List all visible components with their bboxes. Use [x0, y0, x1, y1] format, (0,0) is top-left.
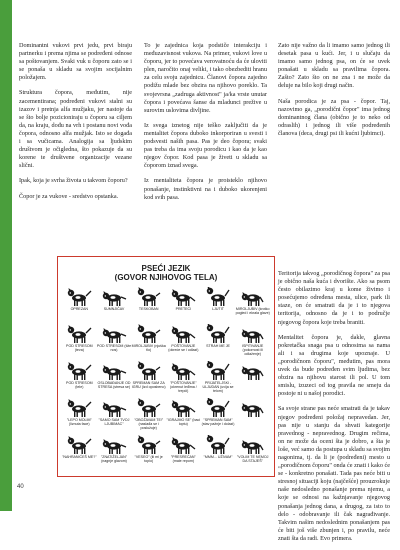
pose-caption: MIROLJUBIV (njuška tlo) — [131, 344, 166, 353]
pose-cell — [201, 287, 236, 324]
pose-caption: OSLOBAĐANJE OD STRESA (stresa se) — [97, 381, 131, 390]
pose-row — [62, 287, 270, 324]
pose-caption: "IGRAJMO SE" (baci loptu) — [166, 418, 201, 427]
pose-caption: "VESEO" (ili mi je toplo) — [134, 455, 163, 464]
pose-cell — [131, 435, 166, 472]
pose-grid — [62, 287, 270, 472]
page-number: 40 — [17, 484, 24, 490]
paragraph: Ipak, koja je svrha života u takvom čoporu? — [19, 177, 128, 185]
paragraph: Iz mentaliteta čopora je proisteklo njihovo ponašanje, instinktivni na i duboko ukorenjeni kod svih pasa. — [144, 177, 267, 201]
dog-pose-icon — [205, 435, 231, 455]
pose-caption: PRIJATELJSKI - ULJUDAN (uvija se telom) — [202, 381, 234, 394]
dog-pose-icon — [205, 287, 231, 307]
dog-pose-icon — [240, 324, 266, 344]
paragraph: Čopor je za vukove - sredstvo opstanka. — [19, 192, 119, 200]
pose-caption: POD STRESOM (tiže nos) — [96, 344, 132, 353]
paragraph: Teritorija takvog „porodičnog čopora" za psa je obično naša kuća i dvorište. Ako sa psom često obilazimo kraj u kome živimo i posećujemo određena mesta, ulice, park ili staze, on će smatrati da je i to njegova teritorija, odnosno da je i to područje njegovog čopora koje treba braniti. — [278, 270, 390, 326]
paragraph: Naša porodica je za psa - čopor. Taj, nazovimo ga, „porodični čopor" ima jednog dominantnog člana (obično je to neko od odraslih) i jednog ili više podređenih članova (deca, drugi psi ili kućni ljubimci). — [278, 97, 390, 137]
dog-pose-icon — [240, 361, 266, 381]
dog-pose-icon — [136, 361, 162, 381]
dog-pose-icon — [170, 361, 196, 381]
pose-caption: SPREMAN SAM ZA IGRU (izd oposbeno) — [131, 381, 166, 390]
pose-cell — [166, 361, 201, 398]
dog-pose-icon — [66, 398, 92, 418]
pose-caption: "OBOŽAVAM TE!" (naslađa se i poslužuje) — [134, 418, 164, 431]
paragraph: To je zajednica koja podstiče interakciju i međuzavisnost vukova. Na primer, vukovi love u čoporu, jer to povećava verovatnoću da će uloviti plen, naročito onaj veliki, i tako obezbediti hranu za celu svoju zajednicu. Članovi čopora zajedno podižu mlade bez obzira na njihovo poreklo. Ta svojevrsna „zadruga aktivnost" ja/ka vrste unutar čopora i povećava šanse da mladunci prežive u surovim uslovima divljine. — [144, 42, 267, 114]
pose-caption: ISPITIVANJE (pokornost ili odlaženje) — [242, 344, 264, 357]
pose-caption: SUMNJIČAV — [103, 307, 125, 311]
pose-caption: STRAH ME JE — [206, 344, 230, 348]
pose-cell — [201, 361, 236, 398]
pose-cell — [166, 287, 201, 324]
pose-cell — [62, 435, 97, 472]
pose-caption: POD STRESOM (teva) — [66, 344, 93, 353]
dog-pose-icon — [101, 287, 127, 307]
pose-caption: "MMM... UŽIVAM" — [203, 455, 233, 459]
dog-pose-icon — [170, 324, 196, 344]
dog-pose-icon — [205, 361, 231, 381]
pose-caption: "SAMO SAM TVOJ LJUBIMAC" — [98, 418, 130, 427]
pose-caption: TESKOBAN — [138, 307, 159, 311]
dog-pose-icon — [240, 435, 266, 455]
pose-caption: LJUTIT — [212, 307, 224, 311]
dog-pose-icon — [170, 435, 196, 455]
panel-title-main: PSEĆI JEZIK — [141, 264, 191, 273]
pose-row — [62, 361, 270, 398]
pose-cell — [62, 287, 97, 324]
pose-cell — [166, 324, 201, 361]
pose-cell — [235, 287, 270, 324]
dog-pose-icon — [240, 287, 266, 307]
pose-cell — [97, 435, 132, 472]
pose-cell — [235, 398, 270, 435]
dog-pose-icon — [101, 398, 127, 418]
pose-cell — [201, 398, 236, 435]
pose-cell — [131, 361, 166, 398]
pose-cell — [131, 398, 166, 435]
pose-cell — [235, 324, 270, 361]
dog-pose-icon — [136, 324, 162, 344]
pose-caption: "ZNATIŽELJAN" (nagnje glavom) — [100, 455, 128, 464]
pose-row — [62, 324, 270, 361]
pose-caption: "VOLIM TE NEMOJ DA STAJEŠ" — [236, 455, 269, 464]
dog-pose-icon — [205, 398, 231, 418]
pose-caption: POŠTOVANJE (okreće se i odlazi) — [168, 344, 199, 353]
pose-caption: "PRESREĆAN" (male repom) — [170, 455, 196, 464]
pose-caption: PRETEĆI — [175, 307, 192, 311]
pose-caption: POD STRESOM (tele) — [66, 381, 93, 390]
dog-pose-icon — [170, 398, 196, 418]
paragraph: Zato nije važno da li imamo samo jednog ili desetak pasa u kući. Jer, i u slučaju da imamo samo jednog psa, on će se uvek ponašati u skladu sa pravilima čopora. Zašto? Zato što on ne zna i ne može da deluje na bilo koji drugi način. — [278, 42, 390, 90]
pose-caption: "POŠTOVANJE" (okrenut leđima / trepći) — [169, 381, 197, 394]
pose-caption: "LEPO MOLIM" (liznuta face) — [66, 418, 92, 427]
pose-cell — [235, 361, 270, 398]
pose-cell — [235, 435, 270, 472]
pose-caption: MIROLJUBIV (krotko pogled i ekrala glave) — [235, 307, 270, 316]
dog-pose-icon — [136, 398, 162, 418]
pose-cell — [97, 361, 132, 398]
pose-row — [62, 435, 270, 472]
paragraph: Dominantni vukovi prvi jedu, prvi biraju partnerku i prema njima se podređeni odnose sa poštovanjem. Svaki vuk u čoporu zato se i se ponaša u skladu sa svojim socijalnim položajem. — [19, 42, 132, 82]
paragraph: Sa svoje strane pas neće smatrati da je takav njegov podređeni položaj nepravedan. Jer, pas nije u stanju da shvati kategorije pravednog - nepravednog. Drugim rečima, on ne može da oceni šta je dobro, a šta je loše, već samo da postupa u skladu sa svojim nagonima, tj. da li je (podređeni) mesto u „porodičnom čoporu" onda će znati i kako će se - konkretno ponašati. Tada pas neće biti u stresnoj situaciji koju (najčešće) prouzrokuje naše nedosledno ponašanje prema njemu, a koje se odnosi na kažnjavanje njegovog ponašanja jednog dana, a drugog, za isto to delo - odobravanje ili čak nagrađivanje. Takvim našim nedoslednim ponašanjem pas će biti još više zbunjen i, po pravilu, neće znati šta da radi. Evo primera. — [278, 405, 390, 542]
pose-cell — [166, 398, 201, 435]
dog-body-language-panel — [57, 256, 275, 477]
dog-pose-icon — [136, 287, 162, 307]
dog-pose-icon — [136, 435, 162, 455]
pose-cell — [62, 361, 97, 398]
dog-pose-icon — [66, 324, 92, 344]
pose-row — [62, 398, 270, 435]
paragraph: Mentalitet čopora je, dakle, glavna pokretačka snaga psa u odnosima sa nama ali i sa drugima koje upoznaje. U „porodičnom čoporu", međutim, pas mora uvek da bude podređen svim ljudima, bez obzira na njihovu starost ili pol. U tom smislu, izuzeci od tog pravila ne smeju da postoje ni u našoj porodici. — [278, 333, 390, 398]
text-column-3 — [278, 42, 390, 145]
panel-title-sub: (GOVOR NJIHOVOG TELA) — [114, 273, 218, 282]
dog-pose-icon — [66, 435, 92, 455]
pose-caption: "SPREMAN SAM" (stav pažnje i dolazi) — [201, 418, 235, 427]
paragraph: Iz svega iznetog nije teško zaključiti da je mentalitet čopora duboko inkorporiran u svesti i podsvesti naših pasa. Pas je deo čopora; svaki pas treba da ima svoju porodicu i kao da je kao njegov čopor. Kod pasa je živeti u skladu sa čoporom iznad svega. — [144, 121, 267, 170]
pose-cell — [97, 398, 132, 435]
pose-cell — [131, 287, 166, 324]
text-column-3-lower — [278, 270, 390, 550]
dog-pose-icon — [101, 361, 127, 381]
pose-cell — [201, 324, 236, 361]
panel-title — [58, 264, 274, 282]
pose-cell — [131, 324, 166, 361]
pose-cell — [62, 324, 97, 361]
pose-cell — [201, 435, 236, 472]
pose-caption: OPREZAN — [70, 307, 89, 311]
pose-cell — [97, 287, 132, 324]
pose-cell — [166, 435, 201, 472]
paragraph: Struktura čopora, međutim, nije zacementirana; podređeni vukovi stalni su izazov i pretnja alfa mužjaku, jer nastoje da se što bolje pozicioniraju u čoporu sa ciljem da, na kraju, dođu na vrh i postanu novi vođa čopora, odnosno alfa mužjak. Isto se događa i sa vučicama. Analogija sa ljudskim društvom je očigledna, što pokazuje da su korene te društvene organizacije vezane slični. — [19, 89, 132, 170]
dog-pose-icon — [240, 398, 266, 418]
dog-pose-icon — [66, 361, 92, 381]
pose-cell — [62, 398, 97, 435]
accent-bar — [0, 0, 12, 511]
dog-pose-icon — [101, 324, 127, 344]
dog-pose-icon — [101, 435, 127, 455]
dog-pose-icon — [170, 287, 196, 307]
text-column-2 — [144, 42, 267, 209]
text-column-1 — [19, 42, 132, 208]
dog-pose-icon — [205, 324, 231, 344]
pose-caption: "NAHRANIĆEŠ ME?" — [62, 455, 97, 459]
dog-pose-icon — [66, 287, 92, 307]
pose-cell — [97, 324, 132, 361]
